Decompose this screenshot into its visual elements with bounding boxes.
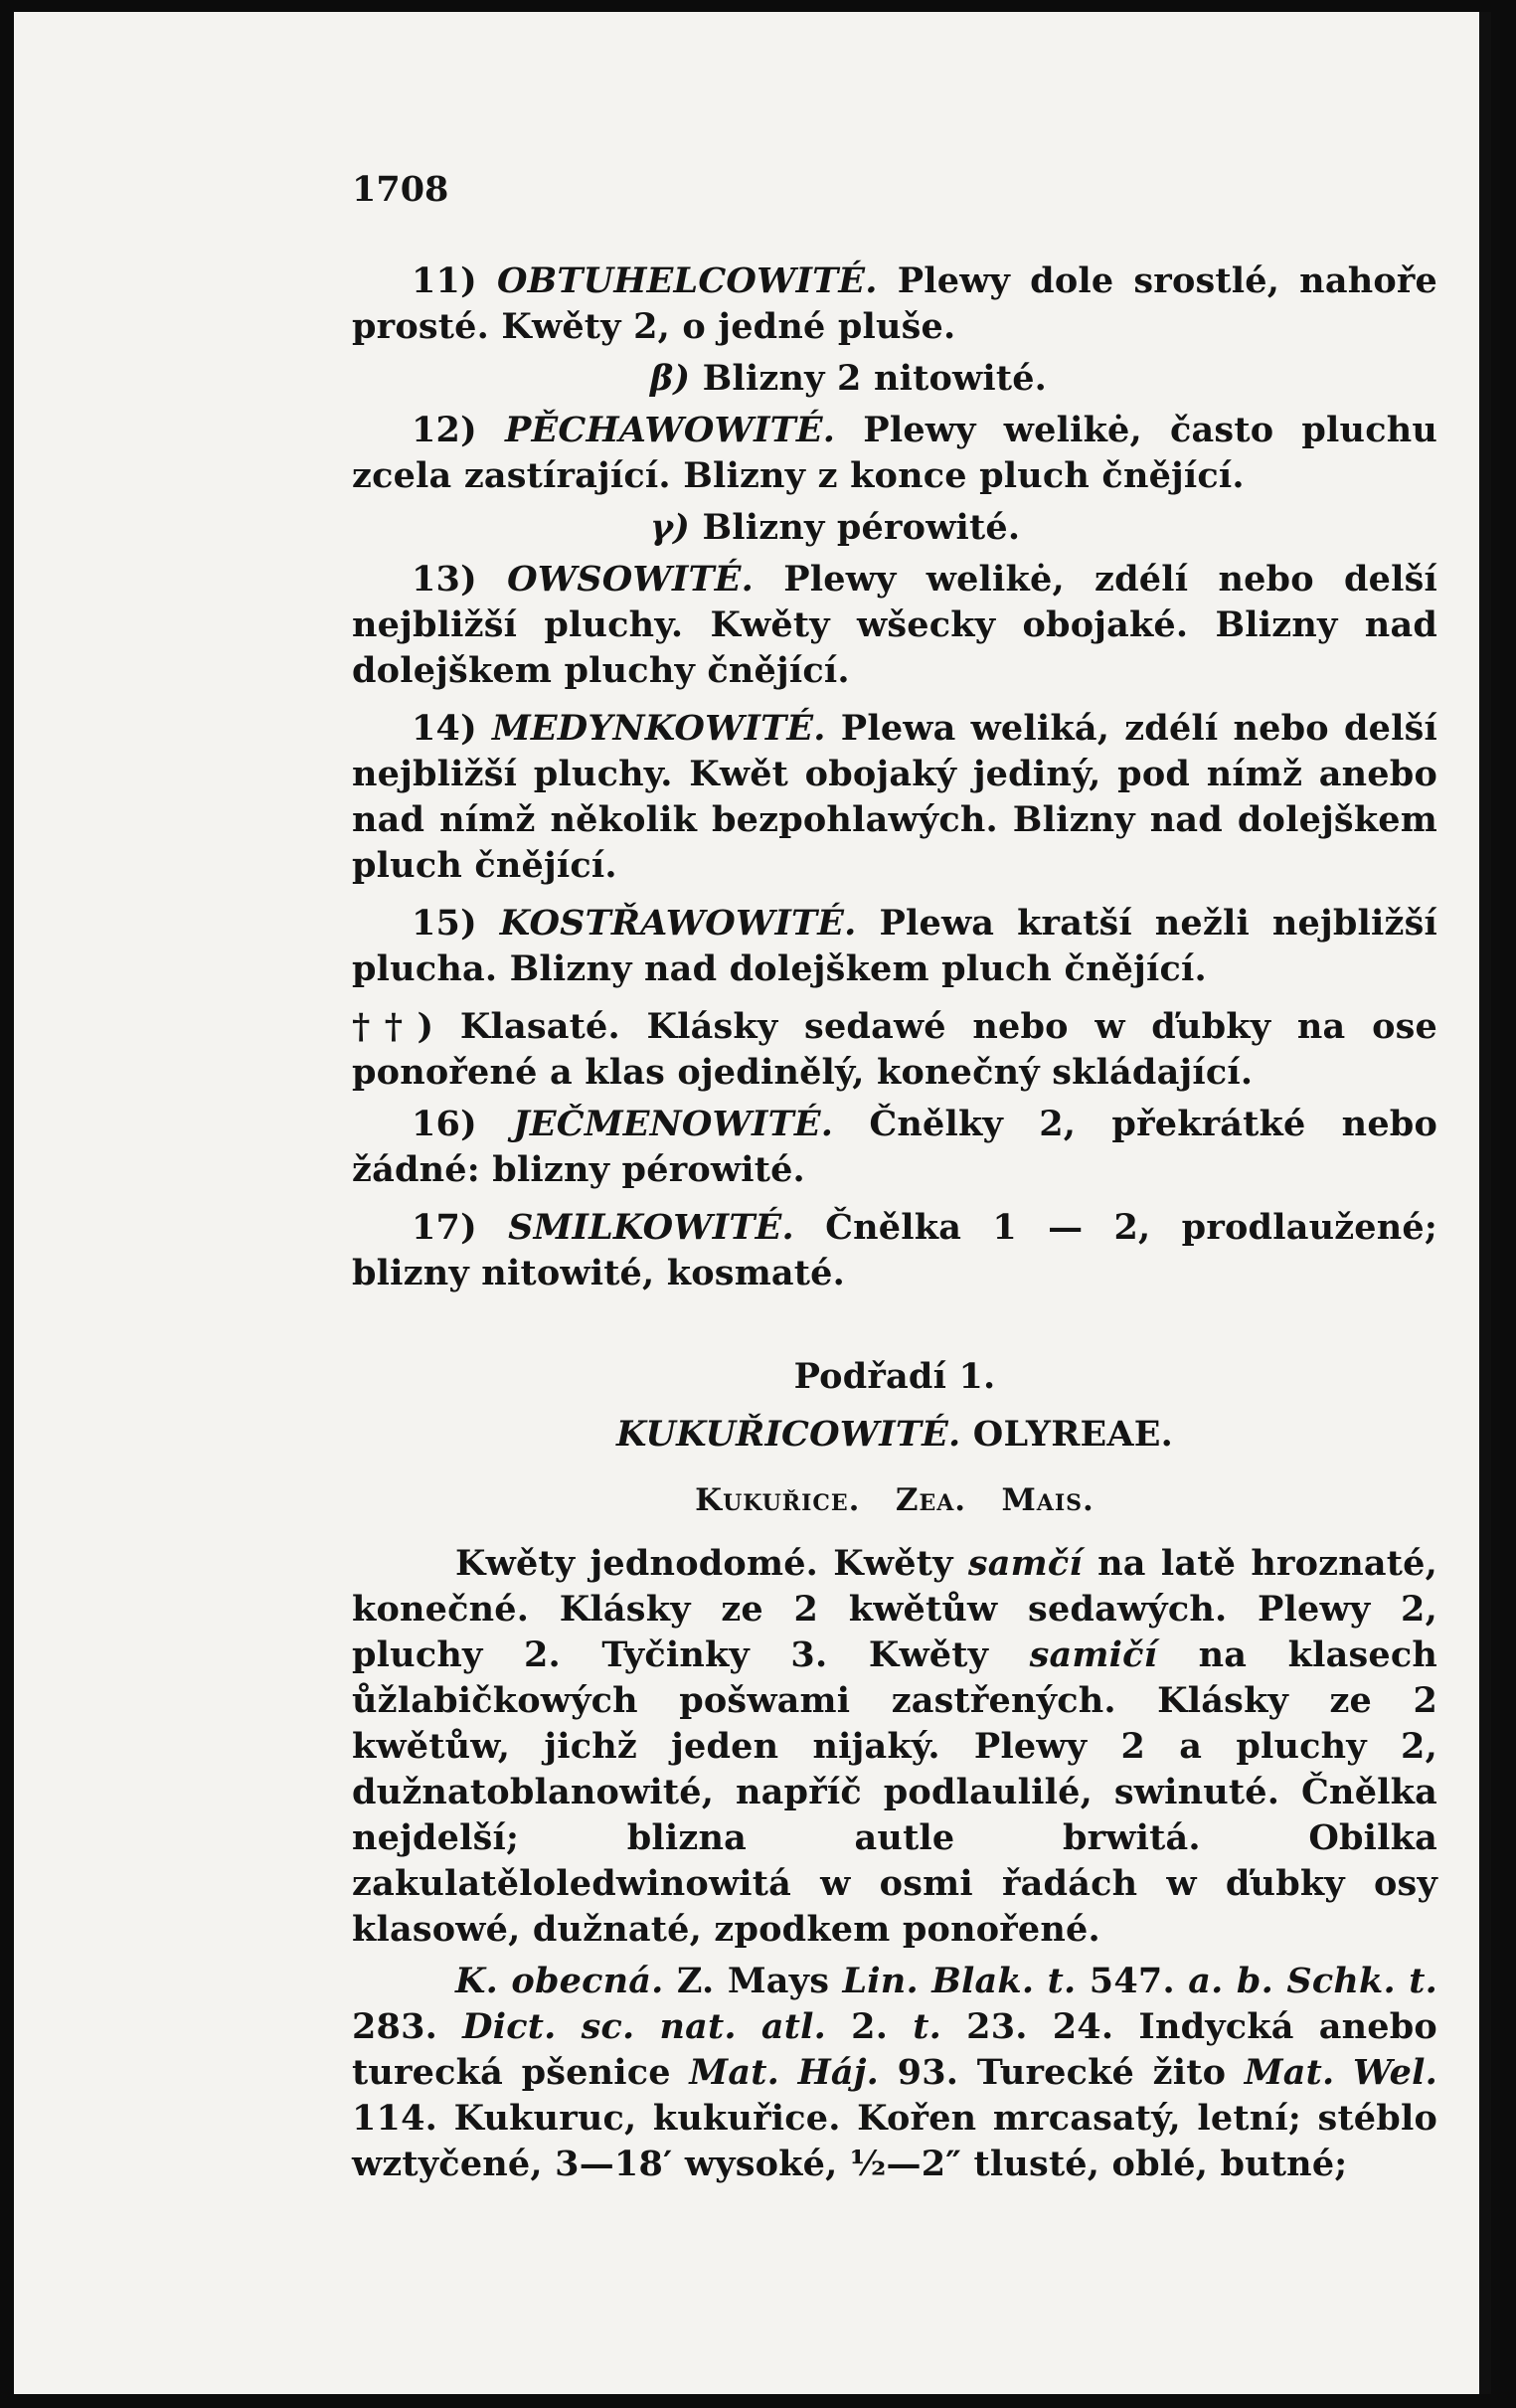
species-text: 2.: [826, 2006, 914, 2047]
desc-italic: samičí: [1029, 1634, 1158, 1675]
species-text: 114. Kukuruc, kukuřice. Kořen mrcasatý, letní; stéblo wztyčené, 3—18′ wysoké, ½—2″ tlusté, oblé, butné;: [352, 2098, 1437, 2184]
entry-name: KOSTŘAWOWITÉ.: [499, 903, 857, 944]
entry-number: 16): [412, 1104, 477, 1144]
variant-text: Blizny pérowité.: [690, 507, 1021, 548]
species-text: Z. Mays: [663, 1961, 843, 2001]
subfamily-czech-name: KUKUŘICOWITÉ.: [615, 1414, 961, 1455]
species-text: 23. 24. Indycká anebo turecká pšenice: [352, 2006, 1437, 2093]
entry-15: [352, 901, 1437, 992]
group-klasate: [352, 1004, 1437, 1096]
species-entry: [352, 1959, 1437, 2187]
species-ref: Dict. sc. nat. atl.: [462, 2006, 827, 2047]
species-ref: Mat. Háj.: [689, 2052, 880, 2093]
entry-name: SMILKOWITÉ.: [508, 1207, 794, 1248]
genus-heading: [352, 1477, 1437, 1523]
entry-14: [352, 706, 1437, 889]
entry-number: 17): [412, 1207, 477, 1248]
species-text: 547.: [1076, 1961, 1189, 2001]
entry-text: Čnělka 1 — 2, prodlaužené; blizny nitowité, kosmaté.: [352, 1207, 1437, 1293]
entry-11: [352, 258, 1437, 350]
entry-12: [352, 408, 1437, 499]
entry-name: OWSOWITÉ.: [507, 559, 755, 600]
variant-mark: γ): [650, 507, 691, 548]
entry-text: Plewy welikė, zdélí nebo delší nejbližší pluchy. Kwěty wšecky obojaké. Blizny nad dolejškem pluchy čnějící.: [352, 559, 1437, 691]
entry-name: PĚCHAWOWITÉ.: [505, 410, 836, 450]
entry-text: Plewy dole srostlé, nahoře prosté. Kwěty 2, o jedné pluše.: [352, 260, 1438, 347]
genus-synonym: Mais.: [1001, 1482, 1095, 1518]
species-text: 93. Turecké žito: [879, 2052, 1245, 2093]
subfamily-latin-name: OLYREAE.: [972, 1414, 1173, 1455]
entry-name: JEČMENOWITÉ.: [513, 1104, 834, 1144]
species-ref: Lin. Blak. t.: [842, 1961, 1077, 2001]
entry-number: 14): [412, 708, 477, 749]
variant-beta: [352, 356, 1437, 402]
desc-text: Kwěty jednodomé. Kwěty: [455, 1543, 968, 1584]
subfamily-name: [352, 1412, 1437, 1458]
entry-name: OBTUHELCOWITÉ.: [496, 260, 878, 301]
entry-text: Plewy welikė, často pluchu zcela zastírající. Blizny z konce pluch čnějící.: [352, 410, 1438, 496]
variant-gamma: [352, 505, 1437, 551]
subfamily-heading: Podřadí 1.: [793, 1356, 996, 1397]
page-body: [352, 258, 1437, 2187]
species-name: K. obecná.: [455, 1961, 664, 2001]
variant-text: Blizny 2 nitowité.: [690, 358, 1048, 399]
entry-16: [352, 1102, 1437, 1193]
entry-number: 11): [412, 260, 477, 301]
entry-17: [352, 1205, 1437, 1296]
desc-text: na latě hroznaté, konečné. Klásky ze 2 kwětůw sedawých. Plewy 2, pluchy 2. Tyčinky 3. Kwěty: [352, 1543, 1437, 1675]
page-number: 1708: [352, 169, 449, 210]
entry-text: Plewa kratší nežli nejbližší plucha. Blizny nad dolejškem pluch čnějící.: [352, 903, 1437, 989]
dagger-mark: ††): [352, 1006, 434, 1047]
book-page: [14, 12, 1491, 2394]
genus-czech: Kukuřice.: [695, 1482, 861, 1518]
genus-description: [352, 1541, 1437, 1953]
variant-mark: β): [650, 358, 691, 399]
entry-13: [352, 557, 1437, 694]
entry-number: 15): [412, 903, 477, 944]
page-edge-shadow: [1479, 12, 1491, 2394]
entry-text: Plewa weliká, zdélí nebo delší nejbližší pluchy. Kwět obojaký jediný, pod nímž anebo nad nímž několik bezpohlawých. Blizny nad dolejškem pluch čnějící.: [352, 708, 1437, 886]
entry-name: MEDYNKOWITÉ.: [491, 708, 826, 749]
species-ref: a. b. Schk. t.: [1188, 1961, 1437, 2001]
entry-text: Čnělky 2, překrátké nebo žádné: blizny pérowité.: [352, 1104, 1438, 1190]
entry-number: 12): [412, 410, 477, 450]
entry-number: 13): [412, 559, 477, 600]
genus-latin: Zea.: [895, 1482, 967, 1518]
species-ref: t.: [913, 2006, 942, 2047]
desc-text: na klasech ůžlabičkowých pošwami zastřených. Klásky ze 2 kwětůw, jichž jeden nijaký. Plewy 2 a pluchy 2, dužnatoblanowité, napříč podlaulilé, swinuté. Čnělka nejdelší; blizna autle brwitá. Obilka zakulatěloledwinowitá w osmi řadách w ďubky osy klasowé, dužnaté, zpodkem ponořené.: [352, 1634, 1437, 1950]
desc-italic: samčí: [967, 1543, 1083, 1584]
species-text: 283.: [352, 2006, 463, 2047]
group-text: Klasaté. Klásky sedawé nebo w ďubky na ose ponořené a klas ojedinělý, konečný skládající.: [352, 1006, 1437, 1093]
species-ref: Mat. Wel.: [1244, 2052, 1437, 2093]
